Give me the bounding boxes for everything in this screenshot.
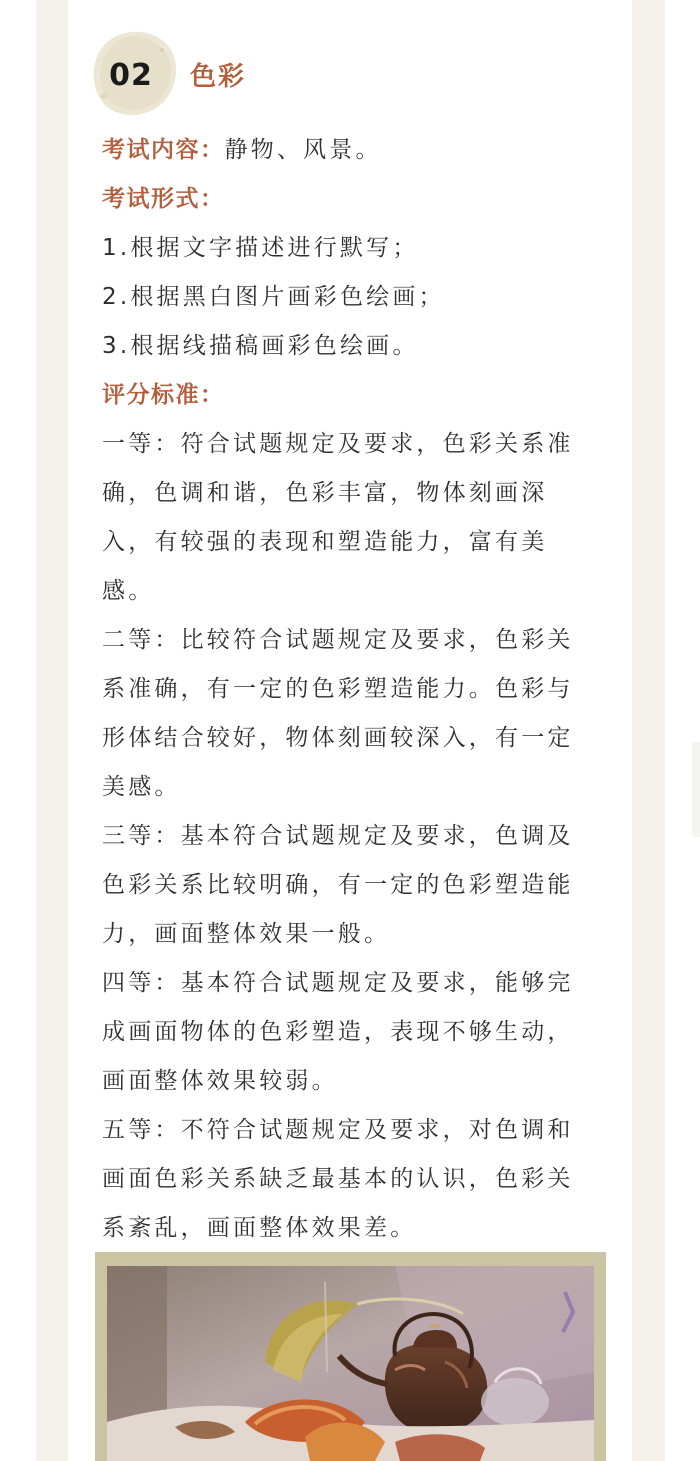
grading-line: 四等：基本符合试题规定及要求，能够完 (102, 970, 574, 996)
painting-illustration (95, 1252, 606, 1461)
grading-line: 感。 (102, 578, 155, 604)
exam-form-item: 1.根据文字描述进行默写； (102, 235, 419, 261)
edge-tab (692, 742, 700, 837)
still-life-painting (95, 1252, 606, 1461)
grading-line: 入，有较强的表现和塑造能力，富有美 (102, 529, 548, 555)
right-side-panel (632, 0, 665, 1461)
grading-line: 色彩关系比较明确，有一定的色彩塑造能 (102, 872, 574, 898)
grading-line: 二等：比较符合试题规定及要求，色彩关 (102, 627, 574, 653)
grading-line: 一等：符合试题规定及要求，色彩关系准 (102, 431, 574, 457)
grading-label: 评分标准： (102, 382, 225, 408)
grading-line: 美感。 (102, 774, 181, 800)
grading-line: 系准确，有一定的色彩塑造能力。色彩与 (102, 676, 574, 702)
content-body (102, 126, 598, 1253)
grading-line: 五等：不符合试题规定及要求，对色调和 (102, 1117, 574, 1143)
grading-line: 画面整体效果较弱。 (102, 1068, 338, 1094)
grading-line: 形体结合较好，物体刻画较深入，有一定 (102, 725, 574, 751)
exam-form-item: 2.根据黑白图片画彩色绘画； (102, 284, 445, 310)
grading-line: 成画面物体的色彩塑造，表现不够生动， (102, 1019, 574, 1045)
grading-line: 画面色彩关系缺乏最基本的认识，色彩关 (102, 1166, 574, 1192)
section-title: 色彩 (190, 62, 247, 92)
left-side-panel (36, 0, 68, 1461)
exam-form-label: 考试形式： (102, 186, 225, 212)
exam-form-item: 3.根据线描稿画彩色绘画。 (102, 333, 419, 359)
section-number: 02 (109, 58, 153, 93)
grading-line: 系紊乱，画面整体效果差。 (102, 1215, 417, 1241)
grading-line: 确，色调和谐，色彩丰富，物体刻画深 (102, 480, 548, 506)
exam-content-line (102, 126, 598, 175)
exam-content-value: 静物、风景。 (224, 137, 382, 163)
exam-content-label: 考试内容： (102, 137, 225, 163)
grading-line: 力，画面整体效果一般。 (102, 921, 391, 947)
grading-line: 三等：基本符合试题规定及要求，色调及 (102, 823, 574, 849)
section-number-badge (92, 30, 178, 116)
